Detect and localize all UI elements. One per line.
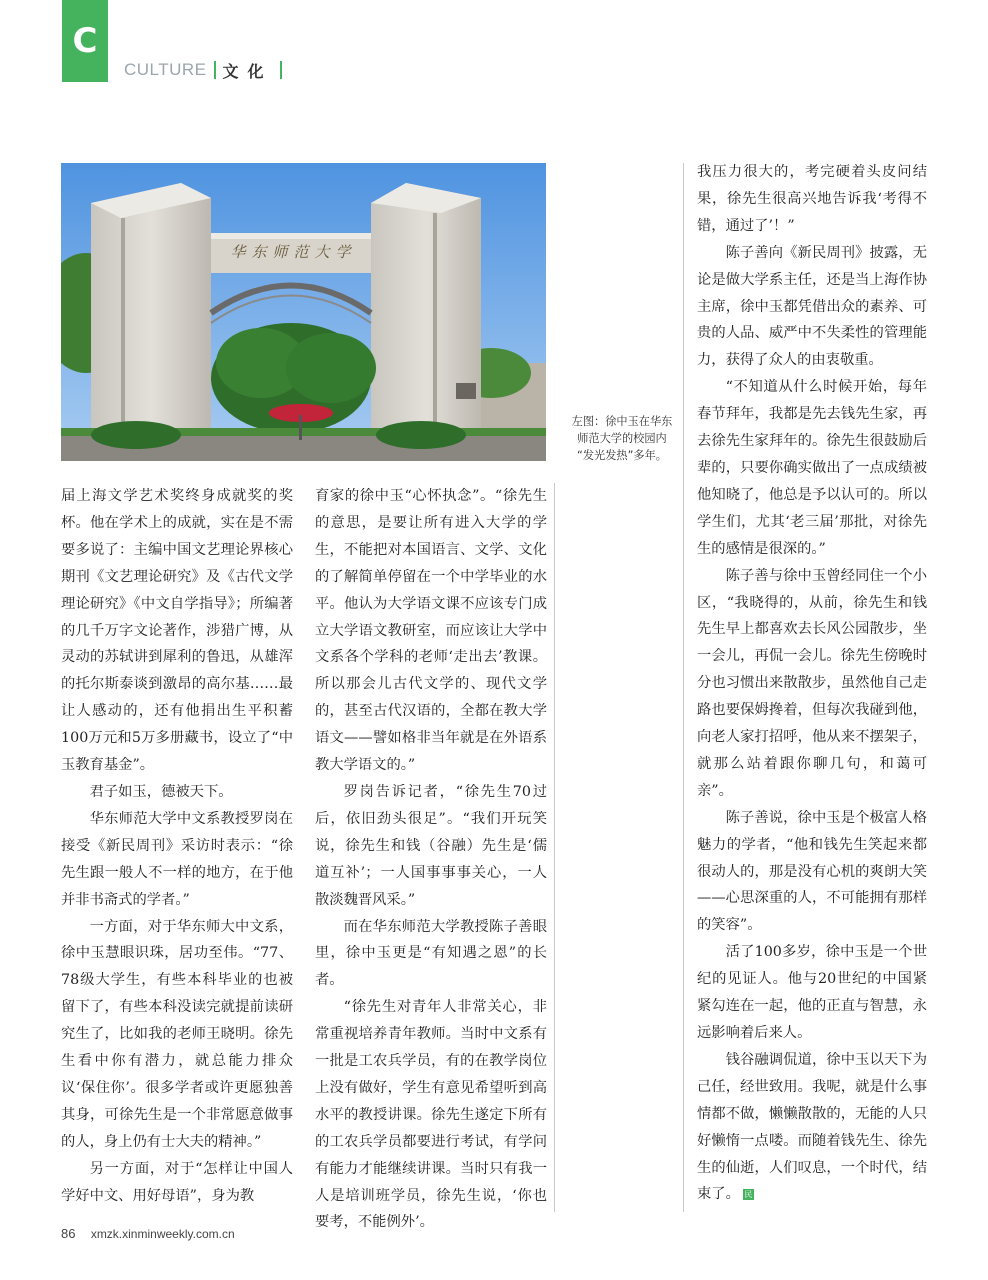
column-divider bbox=[554, 483, 555, 1212]
paragraph: 陈子善向《新民周刊》披露，无论是做大学系主任，还是当上海作协主席，徐中玉都凭借出众的素养、可贵的人品、威严中不失柔性的管理能力，获得了众人的由衷敬重。 bbox=[697, 244, 927, 369]
section-divider bbox=[214, 61, 216, 79]
section-en: CULTURE bbox=[124, 60, 207, 79]
caption-line: “发光发热”多年。 bbox=[577, 449, 667, 462]
article-column-2 bbox=[315, 483, 547, 1236]
article-column-1 bbox=[61, 483, 293, 1209]
page-number: 86 bbox=[61, 1226, 76, 1241]
paragraph: 育家的徐中玉“心怀执念”。“徐先生的意思，是要让所有进入大学的学生，不能把对本国语言、文学、文化的了解简单停留在一个中学毕业的水平。他认为大学语文课不应该专门成立大学语文教研室，而应该让大学中文系各个学科的老师‘走出去’教课。所以那会儿古代文学的、现代文学的，甚至古代汉语的，全都在教大学语文——譬如格非当年就是在外语系教大学语文的。” bbox=[315, 488, 547, 774]
paragraph: 我压力很大的，考完硬着头皮问结果，徐先生很高兴地告诉我‘考得不错，通过了’！” bbox=[697, 164, 927, 234]
page-footer bbox=[61, 1226, 235, 1241]
column-divider bbox=[683, 163, 684, 1212]
paragraph-text: 钱谷融调侃道，徐中玉以天下为己任，经世致用。我呢，就是什么事情都不做，懒懒散散的，无能的人只好懒惰一点喽。而随着钱先生、徐先生的仙逝，人们叹息，一个时代，结束了。 bbox=[697, 1051, 927, 1203]
paragraph: 活了100多岁，徐中玉是一个世纪的见证人。他与20世纪的中国紧紧勾连在一起，他的正直与智慧，永远影响着后来人。 bbox=[697, 944, 927, 1041]
paragraph: 一方面，对于华东师大中文系，徐中玉慧眼识珠，居功至伟。“77、78级大学生，有些本科毕业的也被留下了，有些本科没读完就提前读研究生了，比如我的老师王晓明。徐先生看中你有潜力，就总能力排众议‘保住你’。很多学者或许更愿独善其身，可徐先生是一个非常愿意做事的人，身上仍有士大夫的精神。” bbox=[61, 918, 293, 1150]
paragraph: 陈子善与徐中玉曾经同住一个小区，“我晓得的，从前，徐先生和钱先生早上都喜欢去长风公园散步，坐一会儿，再侃一会儿。徐先生傍晚时分也习惯出来散散步，虽然他自己走路也要保姆搀着，但每次我碰到他，向老人家打招呼，他从来不摆架子，就那么站着跟你聊几句，和蔼可亲”。 bbox=[697, 567, 927, 799]
paragraph: 君子如玉，德被天下。 bbox=[89, 783, 233, 800]
photo-caption bbox=[562, 413, 682, 464]
paragraph: “不知道从什么时候开始，每年春节拜年，我都是先去钱先生家，再去徐先生家拜年的。徐先生很鼓励后辈的，只要你确实做出了一点成绩被他知晓了，他总是予以认可的。所以学生们，尤其‘老三届’那批，对徐先生的感情是很深的。” bbox=[697, 379, 927, 557]
article-column-3 bbox=[697, 159, 927, 1208]
section-badge: C bbox=[62, 0, 108, 82]
paragraph: 届上海文学艺术奖终身成就奖的奖杯。他在学术上的成就，实在是不需要多说了：主编中国文艺理论界核心期刊《文艺理论研究》及《古代文学理论研究》《中文自学指导》；所编著的几千万字文论著作，涉猎广博，从灵动的苏轼讲到犀利的鲁迅，从雄浑的托尔斯泰谈到激昂的高尔基……最让人感动的，还有他捐出生平积蓄100万元和5万多册藏书，设立了“中玉教育基金”。 bbox=[61, 488, 293, 774]
section-cn: 文化 bbox=[222, 61, 273, 81]
gate-photo bbox=[61, 163, 546, 461]
caption-line: 师范大学的校园内 bbox=[577, 432, 667, 445]
section-label bbox=[124, 58, 289, 82]
gate-sign-text: 华东师范大学 bbox=[230, 243, 357, 261]
end-mark-icon: 民 bbox=[744, 1189, 753, 1199]
paragraph: 陈子善说，徐中玉是个极富人格魅力的学者，“他和钱先生笑起来都很动人的，那是没有心机的爽朗大笑——心思深重的人，不可能拥有那样的笑容”。 bbox=[697, 809, 927, 934]
paragraph: 罗岗告诉记者，“徐先生70过后，依旧劲头很足”。“我们开玩笑说，徐先生和钱（谷融）先生是‘儒道互补’；一人国事事事关心，一人散淡魏晋风采。” bbox=[315, 783, 547, 908]
paragraph: 而在华东师范大学教授陈子善眼里，徐中玉更是“有知遇之恩”的长者。 bbox=[315, 918, 547, 989]
paragraph: “徐先生对青年人非常关心，非常重视培养青年教师。当时中文系有一批是工农兵学员，有的在教学岗位上没有做好，学生有意见希望听到高水平的教授讲课。徐先生遂定下所有的工农兵学员都要进行考试，有学问有能力才能继续讲课。当时只有我一人是培训班学员，徐先生说，‘你也要考，不能例外’。 bbox=[315, 999, 547, 1231]
paragraph-last bbox=[697, 1047, 927, 1208]
section-divider bbox=[280, 61, 282, 79]
paragraph: 华东师范大学中文系教授罗岗在接受《新民周刊》采访时表示：“徐先生跟一般人不一样的地方，在于他并非书斋式的学者。” bbox=[61, 810, 293, 908]
caption-line: 左图：徐中玉在华东 bbox=[571, 415, 673, 428]
paragraph: 另一方面，对于“怎样让中国人学好中文、用好母语”，身为教 bbox=[61, 1160, 293, 1204]
footer-url[interactable]: xmzk.xinminweekly.com.cn bbox=[90, 1227, 235, 1241]
